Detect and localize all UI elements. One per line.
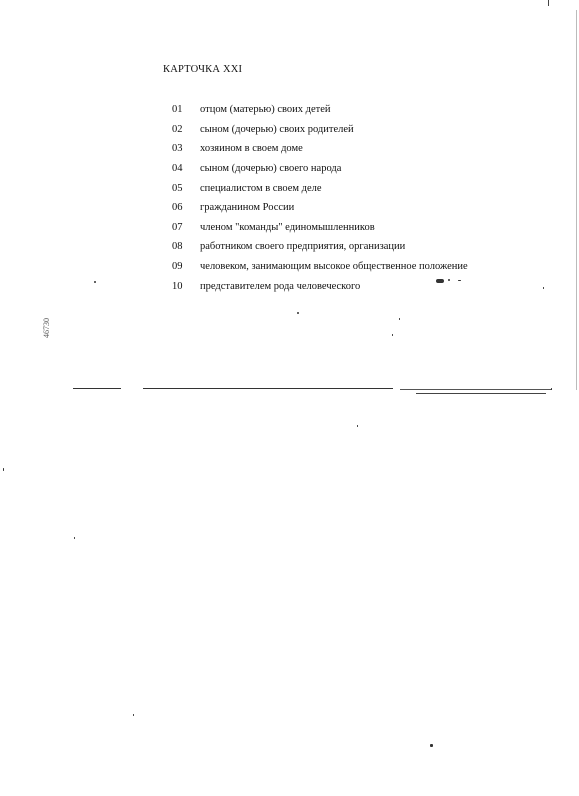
scan-speck xyxy=(94,281,96,283)
scan-speck xyxy=(430,744,433,747)
scan-speck xyxy=(436,279,444,283)
item-code: 01 xyxy=(172,104,183,116)
scan-speck xyxy=(74,537,75,539)
divider-line xyxy=(143,388,393,389)
list-item xyxy=(172,120,532,140)
scan-edge-mark xyxy=(548,0,549,6)
scan-speck xyxy=(3,468,4,471)
scan-speck xyxy=(133,714,134,716)
item-text: работником своего предприятия, организации xyxy=(200,241,406,253)
item-code: 08 xyxy=(172,241,183,253)
scan-speck xyxy=(543,287,544,289)
scan-speck xyxy=(458,280,461,281)
card-title: КАРТОЧКА XXI xyxy=(163,64,243,75)
list-item xyxy=(172,100,532,120)
item-text: хозяином в своем доме xyxy=(200,143,303,155)
scan-speck xyxy=(392,334,393,336)
item-code: 03 xyxy=(172,143,183,155)
divider-line xyxy=(400,389,552,390)
scan-edge-mark xyxy=(576,10,577,390)
card-item-list xyxy=(172,100,532,296)
item-code: 05 xyxy=(172,182,183,194)
item-text: человеком, занимающим высокое общественное положение xyxy=(200,261,468,273)
item-code: 06 xyxy=(172,202,183,214)
item-text: гражданином России xyxy=(200,202,295,214)
item-text: отцом (матерью) своих детей xyxy=(200,104,331,116)
item-text: специалистом в своем деле xyxy=(200,182,322,194)
item-text: членом "команды" единомышленников xyxy=(200,221,375,233)
list-item xyxy=(172,257,532,277)
list-item xyxy=(172,276,532,296)
scan-speck xyxy=(551,388,552,390)
divider-line xyxy=(416,393,546,394)
list-item xyxy=(172,198,532,218)
item-code: 10 xyxy=(172,280,183,292)
scan-speck xyxy=(399,318,400,320)
scan-speck xyxy=(448,279,450,281)
item-text: сыном (дочерью) своего народа xyxy=(200,163,342,175)
list-item xyxy=(172,159,532,179)
item-text: сыном (дочерью) своих родителей xyxy=(200,123,354,135)
item-code: 04 xyxy=(172,163,183,175)
item-code: 02 xyxy=(172,123,183,135)
divider-line xyxy=(73,388,121,389)
list-item xyxy=(172,139,532,159)
scan-speck xyxy=(297,312,299,314)
item-code: 07 xyxy=(172,221,183,233)
item-code: 09 xyxy=(172,261,183,273)
margin-stamp: 46730 xyxy=(42,318,51,338)
list-item xyxy=(172,218,532,238)
list-item xyxy=(172,178,532,198)
scan-speck xyxy=(357,425,358,427)
item-text: представителем рода человеческого xyxy=(200,280,361,292)
list-item xyxy=(172,237,532,257)
